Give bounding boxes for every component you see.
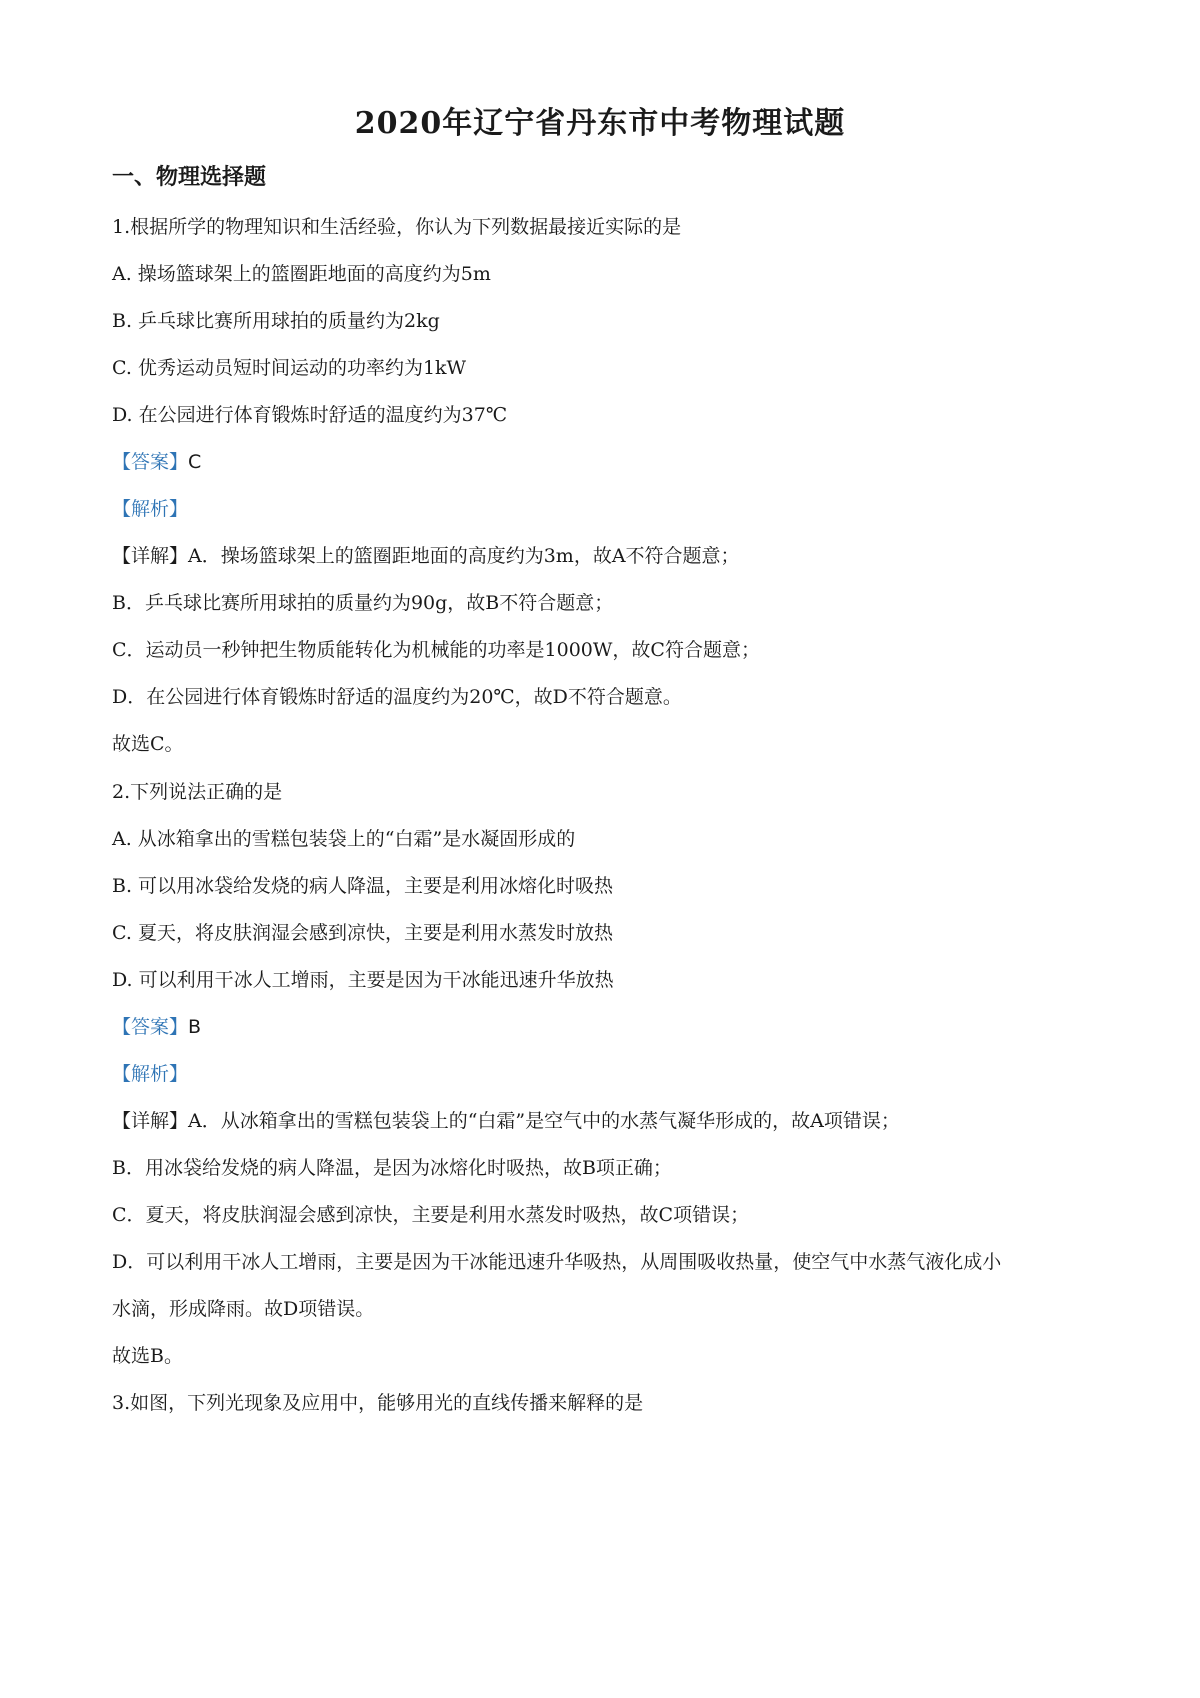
- q1-option-d: D. 在公园进行体育锻炼时舒适的温度约为37℃: [112, 404, 508, 426]
- q2-option-b: B. 可以用冰袋给发烧的病人降温，主要是利用冰熔化时吸热: [112, 875, 614, 897]
- q2-detail-d-continued: 水滴，形成降雨。故D项错误。: [112, 1298, 375, 1320]
- q2-answer-tag: 【答案】: [112, 1016, 189, 1038]
- q3-stem: 3.如图，下列光现象及应用中，能够用光的直线传播来解释的是: [112, 1392, 644, 1414]
- q1-conclusion: 故选C。: [112, 733, 184, 755]
- q1-answer-tag: 【答案】: [112, 451, 189, 473]
- q1-analysis-tag: [112, 494, 188, 524]
- q2-option-c: C. 夏天，将皮肤润湿会感到凉快，主要是利用水蒸发时放热: [112, 922, 613, 944]
- q1-detail-a: 【详解】A．操场篮球架上的篮圈距地面的高度约为3m，故A不符合题意；: [112, 545, 740, 567]
- q2-conclusion: 故选B。: [112, 1345, 183, 1367]
- q2-analysis-label: 【解析】: [112, 1063, 189, 1085]
- q1-answer-value: C: [188, 451, 202, 473]
- document-title: 2020年辽宁省丹东市中考物理试题: [354, 106, 846, 141]
- q1-stem: 1.根据所学的物理知识和生活经验，你认为下列数据最接近实际的是: [112, 216, 682, 238]
- q1-analysis-label: 【解析】: [112, 498, 189, 520]
- q1-option-c: C. 优秀运动员短时间运动的功率约为1kW: [112, 357, 467, 379]
- q1-detail-c: C．运动员一秒钟把生物质能转化为机械能的功率是1000W，故C符合题意；: [112, 639, 760, 661]
- q2-analysis-tag: [112, 1059, 188, 1089]
- q2-answer: [112, 1012, 201, 1042]
- q1-detail-d: D．在公园进行体育锻炼时舒适的温度约为20℃，故D不符合题意。: [112, 686, 682, 708]
- q1-detail-b: B．乒乓球比赛所用球拍的质量约为90g，故B不符合题意；: [112, 592, 614, 614]
- q2-detail-d: D．可以利用干冰人工增雨，主要是因为干冰能迅速升华吸热，从周围吸收热量，使空气中水蒸气液化成小: [112, 1251, 1002, 1273]
- q2-option-d: D. 可以利用干冰人工增雨，主要是因为干冰能迅速升华放热: [112, 969, 614, 991]
- q2-answer-value: B: [188, 1016, 202, 1038]
- q2-detail-c: C．夏天，将皮肤润湿会感到凉快，主要是利用水蒸发时吸热，故C项错误；: [112, 1204, 750, 1226]
- q1-answer: [112, 447, 201, 477]
- q1-option-b: B. 乒乓球比赛所用球拍的质量约为2kg: [112, 310, 440, 332]
- q2-stem: 2.下列说法正确的是: [112, 781, 283, 803]
- q2-option-a: A. 从冰箱拿出的雪糕包装袋上的“白霜”是水凝固形成的: [112, 828, 576, 850]
- q2-detail-b: B．用冰袋给发烧的病人降温，是因为冰熔化时吸热，故B项正确；: [112, 1157, 672, 1179]
- q2-detail-a: 【详解】A．从冰箱拿出的雪糕包装袋上的“白霜”是空气中的水蒸气凝华形成的，故A项错误；: [112, 1110, 900, 1132]
- section-heading: 一、物理选择题: [112, 165, 267, 190]
- q1-option-a: A. 操场篮球架上的篮圈距地面的高度约为5m: [112, 263, 491, 285]
